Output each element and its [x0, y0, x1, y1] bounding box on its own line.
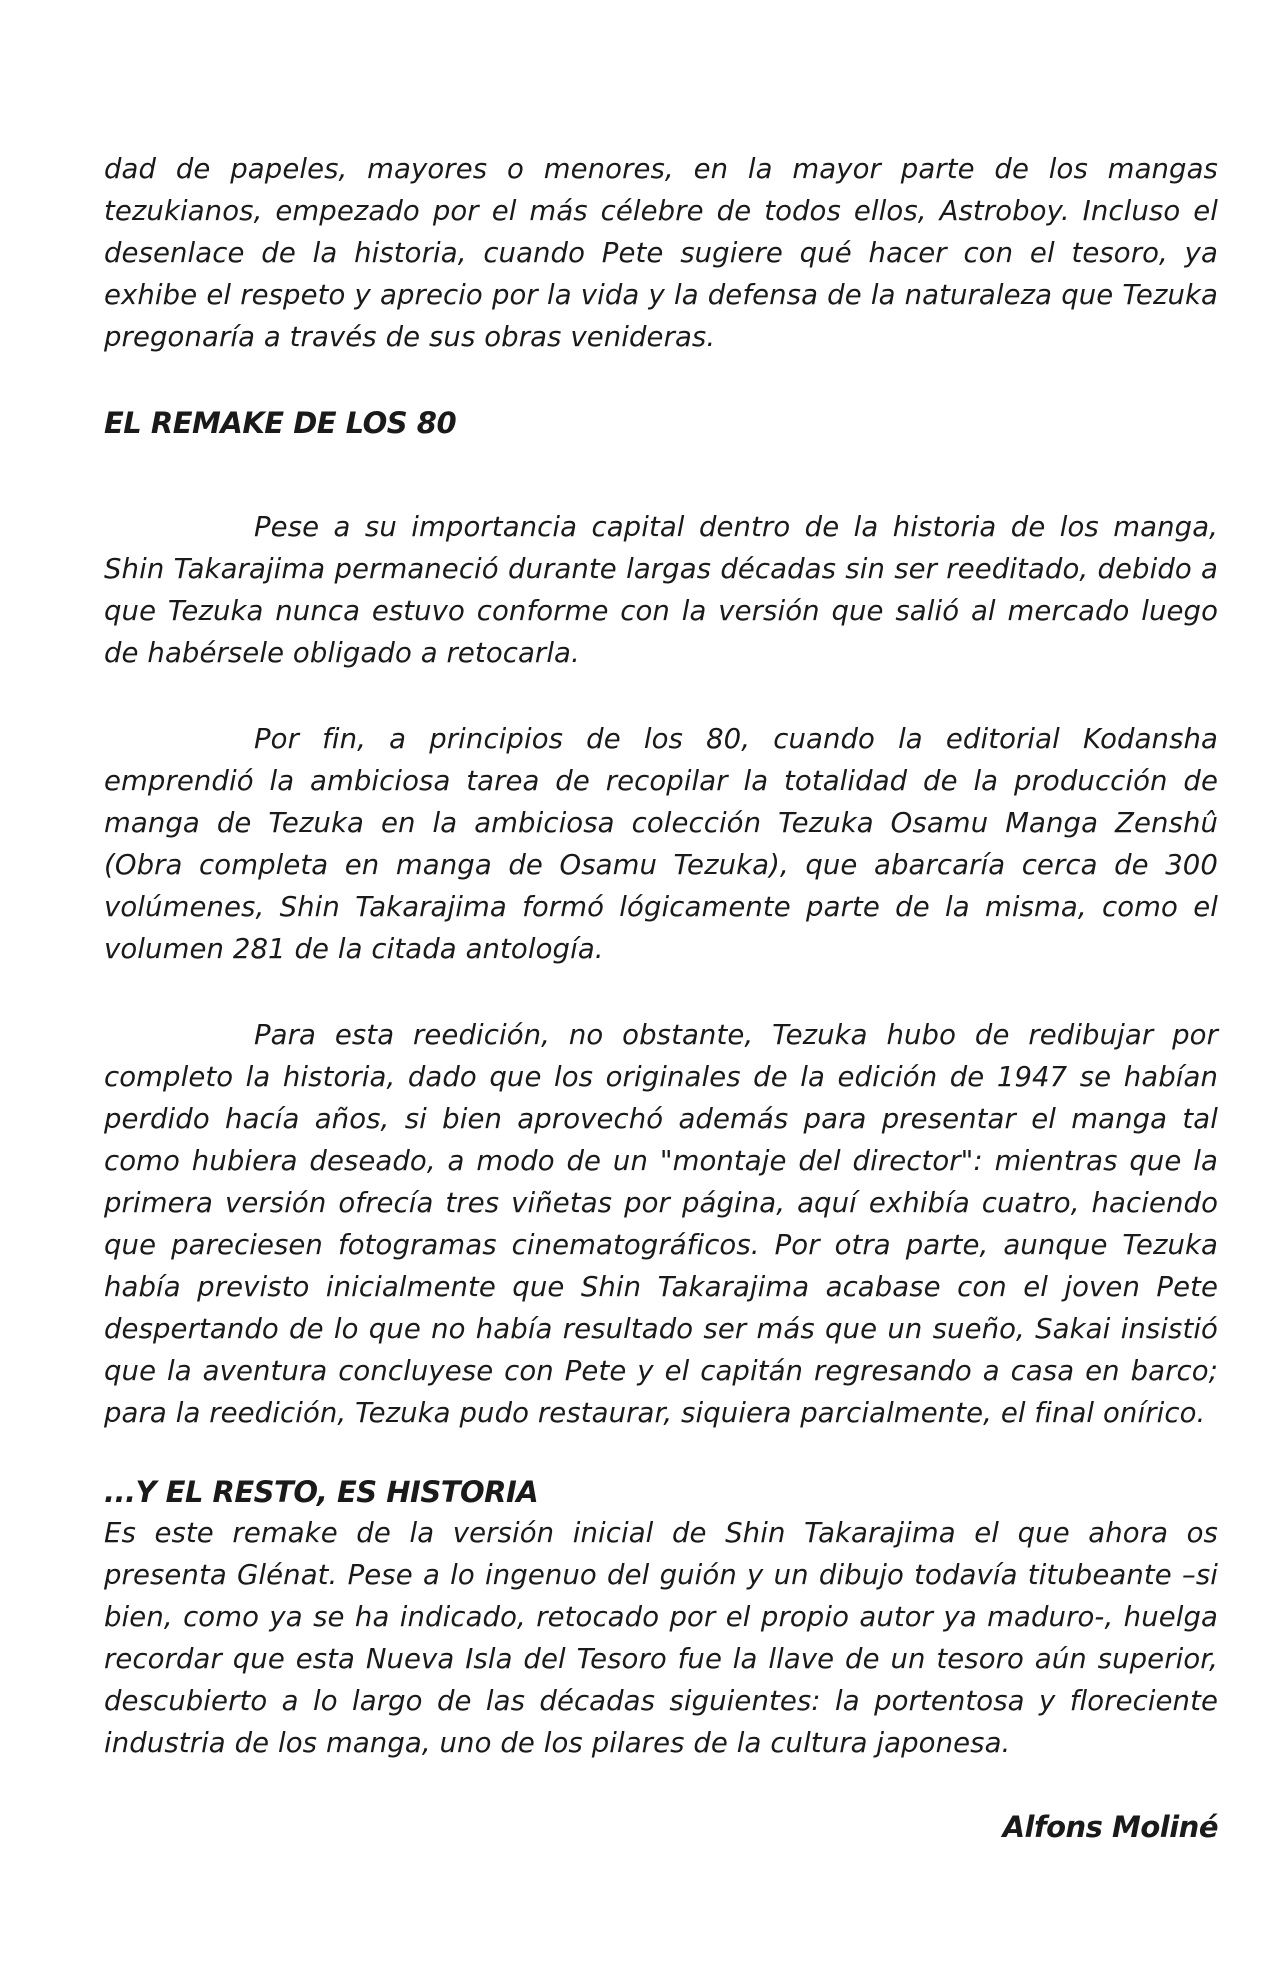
- section-heading-remake: EL REMAKE DE LOS 80: [104, 406, 457, 440]
- paragraph-intro-continuation: dad de papeles, mayores o menores, en la mayor parte de los mangas tezukianos, empezado por el más célebre de todos ellos, Astroboy. Incluso el desenlace de la historia, cuando Pete sugiere qué hacer con el tesoro, ya exhibe el respeto y aprecio por la vida y la defensa de la naturaleza que Tezuka pregonaría a través de sus obras venideras.: [104, 153, 1218, 353]
- section-heading-history: ...Y EL RESTO, ES HISTORIA: [104, 1475, 539, 1509]
- paragraph-kodansha-collection: Por fin, a principios de los 80, cuando la editorial Kodansha emprendió la ambiciosa tarea de recopilar la totalidad de la producción de manga de Tezuka en la ambiciosa colección Tezuka Osamu Manga Zenshû (Obra completa en manga de Osamu Tezuka), que abarcaría cerca de 300 volúmenes, Shin Takarajima formó lógicamente parte de la misma, como el volumen 281 de la citada antología.: [104, 723, 1218, 965]
- paragraph-glenat-edition: Es este remake de la versión inicial de Shin Takarajima el que ahora os presenta Glénat. Pese a lo ingenuo del guión y un dibujo todavía titubeante –si bien, como ya se ha indicado, retocado por el propio autor ya maduro-, huelga recordar que esta Nueva Isla del Tesoro fue la llave de un tesoro aún superior, descubierto a lo largo de las décadas siguientes: la portentosa y floreciente industria de los manga, uno de los pilares de la cultura japonesa.: [104, 1517, 1218, 1759]
- author-signature: Alfons Moliné: [1002, 1810, 1218, 1844]
- paragraph-redrawing: Para esta reedición, no obstante, Tezuka hubo de redibujar por completo la historia, dado que los originales de la edición de 1947 se habían perdido hacía años, si bien aprovechó además para presentar el manga tal como hubiera deseado, a modo de un "montaje del director": mientras que la primera versión ofrecía tres viñetas por página, aquí exhibía cuatro, haciendo que pareciesen fotogramas cinematográficos. Por otra parte, aunque Tezuka había previsto inicialmente que Shin Takarajima acabase con el joven Pete despertando de lo que no había resultado ser más que un sueño, Sakai insistió que la aventura concluyese con Pete y el capitán regresando a casa en barco; para la reedición, Tezuka pudo restaurar, siquiera parcialmente, el final onírico.: [104, 1019, 1218, 1429]
- paragraph-reedition-delay: Pese a su importancia capital dentro de la historia de los manga, Shin Takarajima permaneció durante largas décadas sin ser reeditado, debido a que Tezuka nunca estuvo conforme con la versión que salió al mercado luego de habérsele obligado a retocarla.: [104, 511, 1218, 669]
